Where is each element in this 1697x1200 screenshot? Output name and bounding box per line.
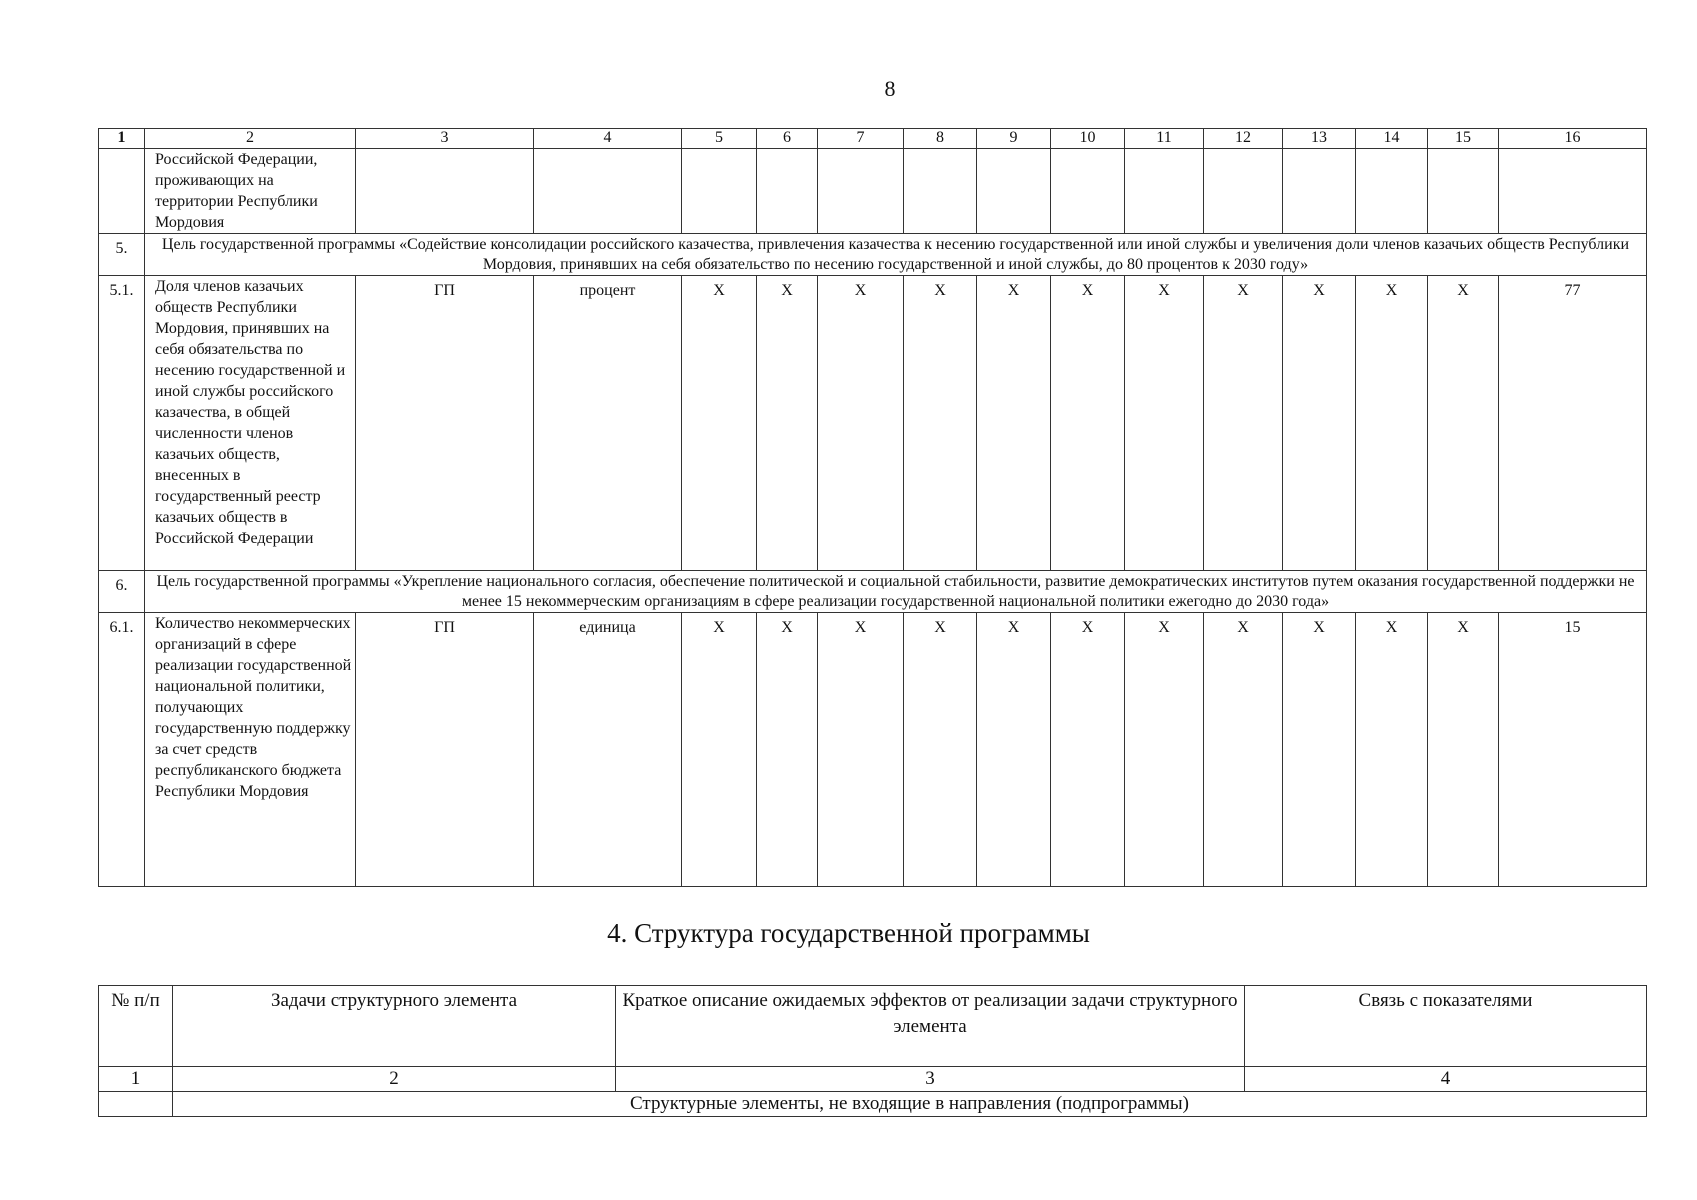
indicator-value: Х — [1283, 276, 1356, 571]
column-number: 12 — [1204, 129, 1283, 149]
empty-cell — [356, 149, 534, 234]
empty-cell — [1051, 149, 1125, 234]
empty-cell — [977, 149, 1051, 234]
indicator-value: Х — [682, 613, 757, 887]
indicator-value: Х — [682, 276, 757, 571]
indicator-row-6-1 — [99, 613, 1647, 887]
indicator-value: Х — [1204, 613, 1283, 887]
indicator-value: Х — [1204, 276, 1283, 571]
goal-text: Цель государственной программы «Укрепление национального согласия, обеспечение политической и социальной стабильности, развитие демократических институтов путем оказания государственной поддержки не менее 15 некоммерческим организациям в сфере реализации государственной национальной политики ежегодно до 2030 года» — [145, 571, 1647, 613]
empty-cell — [904, 149, 977, 234]
column-number: 6 — [757, 129, 818, 149]
column-number: 3 — [356, 129, 534, 149]
column-number: 4 — [534, 129, 682, 149]
indicator-value: Х — [818, 276, 904, 571]
indicator-value: Х — [977, 613, 1051, 887]
indicator-value: Х — [1125, 613, 1204, 887]
column-number: 13 — [1283, 129, 1356, 149]
empty-cell — [757, 149, 818, 234]
indicator-target: 15 — [1499, 613, 1647, 887]
indicator-value: Х — [1283, 613, 1356, 887]
goal-number: 5. — [99, 234, 145, 276]
indicator-value: Х — [1356, 276, 1428, 571]
indicator-value: Х — [1051, 613, 1125, 887]
column-number: 8 — [904, 129, 977, 149]
header-effects: Краткое описание ожидаемых эффектов от реализации задачи структурного элемента — [616, 986, 1245, 1067]
indicator-value: Х — [1428, 613, 1499, 887]
column-number: 16 — [1499, 129, 1647, 149]
indicator-value: Х — [977, 276, 1051, 571]
column-number: 9 — [977, 129, 1051, 149]
indicator-unit: процент — [534, 276, 682, 571]
header-number: № п/п — [99, 986, 173, 1067]
empty-cell — [534, 149, 682, 234]
empty-cell — [99, 1092, 173, 1117]
column-number: 4 — [1245, 1067, 1647, 1092]
column-number: 14 — [1356, 129, 1428, 149]
column-number: 15 — [1428, 129, 1499, 149]
header-link: Связь с показателями — [1245, 986, 1647, 1067]
indicator-value: Х — [757, 613, 818, 887]
indicator-value: Х — [1051, 276, 1125, 571]
indicator-value: Х — [757, 276, 818, 571]
empty-cell — [818, 149, 904, 234]
indicator-unit: единица — [534, 613, 682, 887]
column-number: 2 — [145, 129, 356, 149]
page-number: 8 — [884, 76, 896, 101]
header-tasks: Задачи структурного элемента — [173, 986, 616, 1067]
indicator-number: 6.1. — [99, 613, 145, 887]
column-number: 5 — [682, 129, 757, 149]
indicator-value: Х — [1428, 276, 1499, 571]
column-number: 7 — [818, 129, 904, 149]
column-number: 3 — [616, 1067, 1245, 1092]
column-number: 1 — [99, 1067, 173, 1092]
column-number: 11 — [1125, 129, 1204, 149]
section-heading: 4. Структура государственной программы — [607, 918, 1090, 948]
indicators-table — [98, 128, 1647, 887]
goal-row-6 — [99, 571, 1647, 613]
empty-cell — [99, 149, 145, 234]
column-number-row — [99, 129, 1647, 149]
indicator-target: 77 — [1499, 276, 1647, 571]
indicator-row-5-1 — [99, 276, 1647, 571]
column-number: 1 — [99, 129, 145, 149]
goal-row-5 — [99, 234, 1647, 276]
indicator-value: Х — [818, 613, 904, 887]
column-number: 10 — [1051, 129, 1125, 149]
structure-section-row — [99, 1092, 1647, 1117]
goal-number: 6. — [99, 571, 145, 613]
indicator-value: Х — [1125, 276, 1204, 571]
indicator-level: ГП — [356, 613, 534, 887]
indicator-name: Количество некоммерческих организаций в сфере реализации государственной национальной политики, получающих государственную поддержку за счет средств республиканского бюджета Республики Мордовия — [145, 613, 356, 887]
empty-cell — [1356, 149, 1428, 234]
empty-cell — [1125, 149, 1204, 234]
empty-cell — [1283, 149, 1356, 234]
section-row-label: Структурные элементы, не входящие в направления (подпрограммы) — [173, 1092, 1647, 1117]
empty-cell — [1428, 149, 1499, 234]
goal-text: Цель государственной программы «Содействие консолидации российского казачества, привлечения казачества к несению государственной или иной службы и увеличения доли членов казачьих обществ Республики Мордовия, принявших на себя обязательство по несению государственной и иной службы, до 80 процентов к 2030 году» — [145, 234, 1647, 276]
structure-column-number-row — [99, 1067, 1647, 1092]
structure-table — [98, 985, 1647, 1117]
indicator-value: Х — [904, 613, 977, 887]
structure-header-row — [99, 986, 1647, 1067]
column-number: 2 — [173, 1067, 616, 1092]
indicator-name: Доля членов казачьих обществ Республики Мордовия, принявших на себя обязательства по несению государственной и иной службы российского казачества, в общей численности членов казачьих обществ, внесенных в государственный реестр казачьих обществ в Российской Федерации — [145, 276, 356, 571]
indicator-value: Х — [1356, 613, 1428, 887]
indicator-value: Х — [904, 276, 977, 571]
empty-cell — [1204, 149, 1283, 234]
indicator-level: ГП — [356, 276, 534, 571]
indicator-number: 5.1. — [99, 276, 145, 571]
empty-cell — [1499, 149, 1647, 234]
indicator-name-continued: Российской Федерации, проживающих на территории Республики Мордовия — [145, 149, 356, 234]
empty-cell — [682, 149, 757, 234]
continuation-row — [99, 149, 1647, 234]
